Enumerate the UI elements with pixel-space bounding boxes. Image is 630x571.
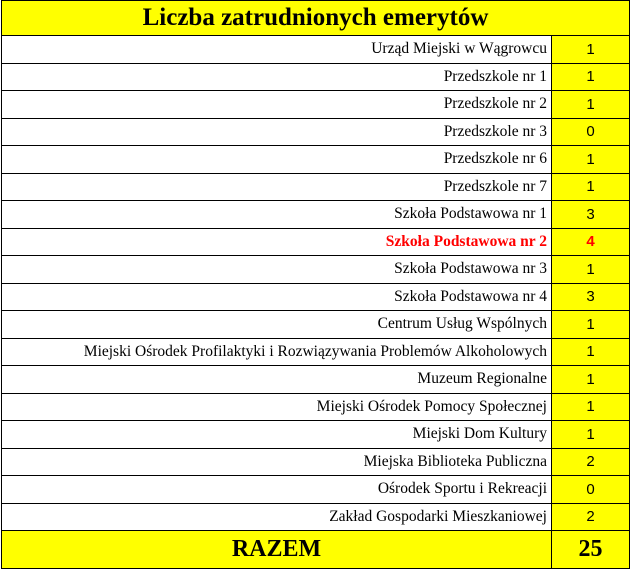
row-value-cell: 1 xyxy=(552,146,630,174)
table-title: Liczba zatrudnionych emerytów xyxy=(2,1,630,36)
row-value-cell: 1 xyxy=(552,338,630,366)
row-value-cell: 1 xyxy=(552,36,630,64)
row-value-cell: 1 xyxy=(552,393,630,421)
table-row xyxy=(2,366,630,394)
row-name-cell: Przedszkole nr 3 xyxy=(2,118,552,146)
table-row xyxy=(2,476,630,504)
row-name-cell: Zakład Gospodarki Mieszkaniowej xyxy=(2,503,552,531)
row-value-cell: 1 xyxy=(552,256,630,284)
title-row xyxy=(2,1,630,36)
row-name-cell: Miejski Ośrodek Pomocy Społecznej xyxy=(2,393,552,421)
row-name-cell: Urząd Miejski w Wągrowcu xyxy=(2,36,552,64)
table-row xyxy=(2,146,630,174)
row-name-cell: Centrum Usług Wspólnych xyxy=(2,311,552,339)
table-row xyxy=(2,91,630,119)
table-row xyxy=(2,201,630,229)
table-row xyxy=(2,338,630,366)
row-name-cell: Miejski Dom Kultury xyxy=(2,421,552,449)
row-name-cell: Miejska Biblioteka Publiczna xyxy=(2,448,552,476)
table-row xyxy=(2,256,630,284)
row-name-cell: Szkoła Podstawowa nr 3 xyxy=(2,256,552,284)
row-name-cell: Muzeum Regionalne xyxy=(2,366,552,394)
retirees-table xyxy=(1,0,630,569)
row-value-cell: 0 xyxy=(552,476,630,504)
total-row xyxy=(2,531,630,569)
row-value-cell: 0 xyxy=(552,118,630,146)
row-name-cell: Szkoła Podstawowa nr 1 xyxy=(2,201,552,229)
row-name-cell: Przedszkole nr 7 xyxy=(2,173,552,201)
row-value-cell: 1 xyxy=(552,173,630,201)
row-value-cell: 4 xyxy=(552,228,630,256)
table-row xyxy=(2,228,630,256)
table-row xyxy=(2,283,630,311)
row-name-cell: Przedszkole nr 2 xyxy=(2,91,552,119)
row-value-cell: 1 xyxy=(552,311,630,339)
row-name-cell: Ośrodek Sportu i Rekreacji xyxy=(2,476,552,504)
row-name-cell: Miejski Ośrodek Profilaktyki i Rozwiązywania Problemów Alkoholowych xyxy=(2,338,552,366)
total-value: 25 xyxy=(552,531,630,569)
row-value-cell: 1 xyxy=(552,63,630,91)
row-value-cell: 2 xyxy=(552,448,630,476)
row-name-cell: Przedszkole nr 1 xyxy=(2,63,552,91)
row-value-cell: 1 xyxy=(552,366,630,394)
total-label: RAZEM xyxy=(2,531,552,569)
row-name-cell: Przedszkole nr 6 xyxy=(2,146,552,174)
table-row xyxy=(2,36,630,64)
row-value-cell: 3 xyxy=(552,283,630,311)
row-value-cell: 1 xyxy=(552,421,630,449)
table-row xyxy=(2,173,630,201)
table-row xyxy=(2,421,630,449)
row-value-cell: 2 xyxy=(552,503,630,531)
table-row xyxy=(2,393,630,421)
table-row xyxy=(2,63,630,91)
row-value-cell: 3 xyxy=(552,201,630,229)
table-body xyxy=(2,1,630,569)
row-value-cell: 1 xyxy=(552,91,630,119)
table-row xyxy=(2,448,630,476)
table-row xyxy=(2,118,630,146)
row-name-cell: Szkoła Podstawowa nr 4 xyxy=(2,283,552,311)
table-row xyxy=(2,503,630,531)
table-row xyxy=(2,311,630,339)
row-name-cell: Szkoła Podstawowa nr 2 xyxy=(2,228,552,256)
